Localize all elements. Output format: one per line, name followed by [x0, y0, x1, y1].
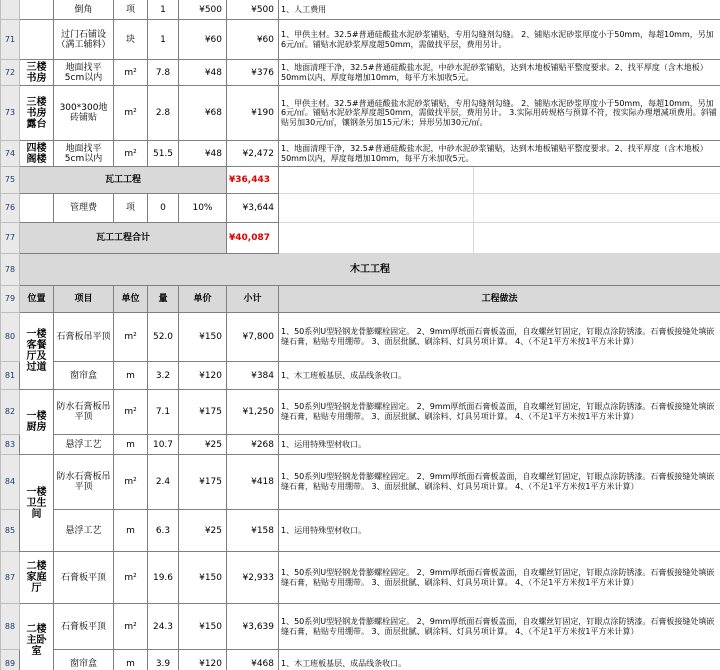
unit-cell[interactable]: m² — [114, 313, 148, 362]
unit-cell[interactable]: m² — [114, 552, 148, 604]
row-number[interactable]: 78 — [1, 254, 20, 286]
row-number[interactable]: 75 — [1, 167, 20, 194]
position-cell[interactable]: 三楼书房 — [20, 60, 54, 86]
method-cell[interactable]: 1、人工费用 — [279, 0, 720, 20]
method-cell[interactable]: 1、50系列U型轻钢龙骨膨螺栓固定。 2、9mm厚纸面石膏板盖面，自攻螺丝钉固定，钉眼点涂防锈漆。石膏板接缝处填嵌缝石膏，粘贴专用绷带。 3、面层批腻、刷涂料、灯具另项计算。 4、（不足1平方米按1平方米计算） — [279, 390, 720, 435]
item-cell[interactable]: 石膏板吊平顶 — [54, 313, 114, 362]
price-cell[interactable]: ¥60 — [179, 20, 227, 60]
row-number[interactable] — [1, 0, 20, 20]
item-cell[interactable]: 窗帘盒 — [54, 650, 114, 670]
item-cell[interactable]: 倒角 — [54, 0, 114, 20]
method-cell[interactable]: 1、50系列U型轻钢龙骨膨螺栓固定。 2、9mm厚纸面石膏板盖面，自攻螺丝钉固定，钉眼点涂防锈漆。石膏板接缝处填嵌缝石膏，粘贴专用绷带。 3、面层批腻、刷涂料、灯具另项计算。 4、（不足1平方米按1平方米计算） — [279, 455, 720, 510]
subtotal-cell[interactable]: ¥500 — [227, 0, 279, 20]
qty-cell[interactable]: 2.4 — [148, 455, 179, 510]
subtotal-cell[interactable]: ¥2,933 — [227, 552, 279, 604]
row-number[interactable]: 89 — [1, 650, 20, 670]
column-header-qty[interactable]: 量 — [148, 286, 179, 313]
section-title[interactable]: 木工工程 — [20, 254, 720, 286]
method-cell[interactable]: 1、木工班板基层、成品线条收口。 — [279, 362, 720, 390]
price-cell[interactable]: ¥120 — [179, 362, 227, 390]
table-row[interactable] — [1, 0, 720, 20]
price-cell[interactable]: ¥500 — [179, 0, 227, 20]
row-number[interactable]: 71 — [1, 20, 20, 60]
subtotal-cell[interactable]: ¥418 — [227, 455, 279, 510]
item-cell[interactable]: 管理费 — [54, 194, 114, 223]
item-cell[interactable]: 石膏板平顶 — [54, 552, 114, 604]
table-row[interactable] — [1, 435, 720, 455]
price-cell[interactable]: ¥68 — [179, 86, 227, 141]
fee-row[interactable] — [1, 194, 720, 223]
item-cell[interactable]: 过门石铺设（满工辅料） — [54, 20, 114, 60]
qty-cell[interactable]: 1 — [148, 20, 179, 60]
method-cell[interactable]: 1、地面清理干净，32.5#普通硅酸盐水泥，中砂水泥砂浆铺贴，达到木地板铺贴平整度要求。2、找平厚度（含木地板）50mm以内，厚度每增加10mm，每平方米加收5元。 — [279, 141, 720, 167]
item-cell[interactable]: 悬浮工艺 — [54, 510, 114, 552]
qty-cell[interactable]: 3.9 — [148, 650, 179, 670]
price-cell[interactable]: ¥120 — [179, 650, 227, 670]
subtotal-cell[interactable]: ¥3,639 — [227, 604, 279, 650]
method-cell[interactable]: 1、运用特殊型材收口。 — [279, 435, 720, 455]
position-cell[interactable] — [20, 194, 54, 223]
qty-cell[interactable]: 19.6 — [148, 552, 179, 604]
unit-cell[interactable]: 项 — [114, 194, 148, 223]
table-row[interactable] — [1, 141, 720, 167]
item-cell[interactable]: 石膏板平顶 — [54, 604, 114, 650]
item-cell[interactable]: 防水石膏板吊平顶 — [54, 390, 114, 435]
qty-cell[interactable]: 3.2 — [148, 362, 179, 390]
subtotal-cell[interactable]: ¥190 — [227, 86, 279, 141]
position-cell[interactable] — [20, 0, 54, 20]
position-cell[interactable]: 四楼阁楼 — [20, 141, 54, 167]
total-row[interactable] — [1, 223, 720, 254]
position-cell[interactable]: 二楼主卧室 — [20, 604, 54, 670]
subtotal-cell[interactable]: ¥468 — [227, 650, 279, 670]
price-cell[interactable]: ¥150 — [179, 604, 227, 650]
method-cell[interactable]: 1、50系列U型轻钢龙骨膨螺栓固定。 2、9mm厚纸面石膏板盖面，自攻螺丝钉固定，钉眼点涂防锈漆。石膏板接缝处填嵌缝石膏，粘贴专用绷带。 3、面层批腻、刷涂料、灯具另项计算。 4、（不足1平方米按1平方米计算） — [279, 552, 720, 604]
qty-cell[interactable]: 10.7 — [148, 435, 179, 455]
row-number[interactable]: 81 — [1, 362, 20, 390]
position-cell[interactable]: 一楼卫生间 — [20, 455, 54, 552]
qty-cell[interactable]: 52.0 — [148, 313, 179, 362]
row-number[interactable]: 73 — [1, 86, 20, 141]
table-row[interactable] — [1, 510, 720, 552]
total-value[interactable]: ¥40,087 — [227, 223, 279, 254]
table-row[interactable] — [1, 455, 720, 510]
subtotal-cell[interactable]: ¥2,472 — [227, 141, 279, 167]
price-cell[interactable]: ¥48 — [179, 141, 227, 167]
price-cell[interactable]: ¥175 — [179, 390, 227, 435]
qty-cell[interactable]: 7.1 — [148, 390, 179, 435]
price-cell[interactable]: ¥25 — [179, 510, 227, 552]
price-cell[interactable]: ¥150 — [179, 552, 227, 604]
qty-cell[interactable]: 7.8 — [148, 60, 179, 86]
unit-cell[interactable]: m² — [114, 455, 148, 510]
qty-cell[interactable]: 0 — [148, 194, 179, 223]
header-row[interactable] — [1, 286, 720, 313]
qty-cell[interactable]: 6.3 — [148, 510, 179, 552]
item-cell[interactable]: 防水石膏板吊平顶 — [54, 455, 114, 510]
method-cell[interactable]: 1、50系列U型轻钢龙骨膨螺栓固定。 2、9mm厚纸面石膏板盖面，自攻螺丝钉固定，钉眼点涂防锈漆。石膏板接缝处填嵌缝石膏，粘贴专用绷带。 3、面层批腻、刷涂料、灯具另项计算。 4、（不足1平方米按1平方米计算） — [279, 313, 720, 362]
unit-cell[interactable]: m² — [114, 390, 148, 435]
method-cell[interactable]: 1、50系列U型轻钢龙骨膨螺栓固定。 2、9mm厚纸面石膏板盖面，自攻螺丝钉固定，钉眼点涂防锈漆。石膏板接缝处填嵌缝石膏，粘贴专用绷带。 3、面层批腻、刷涂料、灯具另项计算。 4、（不足1平方米按1平方米计算） — [279, 604, 720, 650]
row-number[interactable]: 84 — [1, 455, 20, 510]
price-cell[interactable]: ¥48 — [179, 60, 227, 86]
subtotal-cell[interactable]: ¥60 — [227, 20, 279, 60]
row-number[interactable]: 82 — [1, 390, 20, 435]
method-cell[interactable]: 1、地面清理干净，32.5#普通硅酸盐水泥，中砂水泥砂浆铺贴，达到木地板铺贴平整度要求。2、找平厚度（含木地板）50mm以内，厚度每增加10mm，每平方米加收5元。 — [279, 60, 720, 86]
row-number[interactable]: 79 — [1, 286, 20, 313]
item-cell[interactable]: 地面找平5cm以内 — [54, 141, 114, 167]
total-label[interactable]: 瓦工工程合计 — [20, 223, 227, 254]
position-cell[interactable]: 二楼家庭厅 — [20, 552, 54, 604]
column-header-subtotal[interactable]: 小计 — [227, 286, 279, 313]
table-row[interactable] — [1, 60, 720, 86]
subtotal-cell[interactable]: ¥384 — [227, 362, 279, 390]
table-row[interactable] — [1, 650, 720, 670]
empty-cell[interactable] — [279, 223, 474, 254]
column-header-price[interactable]: 单价 — [179, 286, 227, 313]
subtotal-cell[interactable]: ¥7,800 — [227, 313, 279, 362]
unit-cell[interactable]: m² — [114, 86, 148, 141]
empty-cell[interactable] — [279, 167, 474, 194]
method-cell[interactable]: 1、甲供主材。32.5#普通硅酸盐水泥砂浆铺贴，专用勾缝剂勾缝。 2、铺贴水泥砂浆厚度小于50mm，每超10mm，另加6元/㎡。铺贴水泥砂浆厚度超50mm，需做找平层，费用另计。 — [279, 20, 720, 60]
item-cell[interactable]: 悬浮工艺 — [54, 435, 114, 455]
qty-cell[interactable]: 51.5 — [148, 141, 179, 167]
price-cell[interactable]: ¥175 — [179, 455, 227, 510]
unit-cell[interactable]: 块 — [114, 20, 148, 60]
row-number[interactable]: 88 — [1, 604, 20, 650]
empty-cell[interactable] — [279, 194, 474, 223]
qty-cell[interactable]: 24.3 — [148, 604, 179, 650]
price-cell[interactable]: ¥25 — [179, 435, 227, 455]
item-cell[interactable]: 300*300地砖铺贴 — [54, 86, 114, 141]
qty-cell[interactable]: 2.8 — [148, 86, 179, 141]
row-number[interactable]: 83 — [1, 435, 20, 455]
price-cell[interactable]: ¥150 — [179, 313, 227, 362]
unit-cell[interactable]: m² — [114, 604, 148, 650]
empty-cell[interactable] — [474, 167, 720, 194]
unit-cell[interactable]: m² — [114, 60, 148, 86]
subtotal-row[interactable] — [1, 167, 720, 194]
subtotal-cell[interactable]: ¥268 — [227, 435, 279, 455]
empty-cell[interactable] — [474, 223, 720, 254]
method-cell[interactable]: 1、运用特殊型材收口。 — [279, 510, 720, 552]
unit-cell[interactable]: m — [114, 362, 148, 390]
row-number[interactable]: 85 — [1, 510, 20, 552]
row-number[interactable]: 72 — [1, 60, 20, 86]
table-row[interactable] — [1, 313, 720, 362]
price-cell[interactable]: 10% — [179, 194, 227, 223]
unit-cell[interactable]: m — [114, 650, 148, 670]
row-number[interactable]: 76 — [1, 194, 20, 223]
subtotal-cell[interactable]: ¥3,644 — [227, 194, 279, 223]
subtotal-cell[interactable]: ¥376 — [227, 60, 279, 86]
section-row[interactable] — [1, 254, 720, 286]
column-header-unit[interactable]: 单位 — [114, 286, 148, 313]
unit-cell[interactable]: m — [114, 510, 148, 552]
table-row[interactable] — [1, 362, 720, 390]
row-number[interactable]: 87 — [1, 552, 20, 604]
subtotal-label[interactable]: 瓦工工程 — [20, 167, 227, 194]
column-header-method[interactable]: 工程做法 — [279, 286, 720, 313]
row-number[interactable]: 80 — [1, 313, 20, 362]
item-cell[interactable]: 地面找平5cm以内 — [54, 60, 114, 86]
subtotal-cell[interactable]: ¥158 — [227, 510, 279, 552]
row-number[interactable]: 74 — [1, 141, 20, 167]
column-header-position[interactable]: 位置 — [20, 286, 54, 313]
position-cell[interactable]: 三楼书房露台 — [20, 86, 54, 141]
table-row[interactable] — [1, 604, 720, 650]
subtotal-cell[interactable]: ¥1,250 — [227, 390, 279, 435]
item-cell[interactable]: 窗帘盒 — [54, 362, 114, 390]
unit-cell[interactable]: m² — [114, 141, 148, 167]
position-cell[interactable]: 一楼客餐厅及过道 — [20, 313, 54, 390]
unit-cell[interactable]: m — [114, 435, 148, 455]
qty-cell[interactable]: 1 — [148, 0, 179, 20]
method-cell[interactable]: 1、木工班板基层、成品线条收口。 — [279, 650, 720, 670]
table-row[interactable] — [1, 20, 720, 60]
table-row[interactable] — [1, 86, 720, 141]
table-row[interactable] — [1, 390, 720, 435]
subtotal-value[interactable]: ¥36,443 — [227, 167, 279, 194]
table-row[interactable] — [1, 552, 720, 604]
method-cell[interactable]: 1、甲供主材。32.5#普通硅酸盐水泥砂浆铺贴，专用勾缝剂勾缝。 2、铺贴水泥砂浆厚度小于50mm，每超10mm，另加6元/㎡。铺贴水泥砂浆厚度超50mm，需做找平层，费用另计。 3.实际用砖规格与预算不符，按实际办理增减项费用。斜铺贴另加30元/㎡，镶钢条另加15元/米；异形另加30元/㎡。 — [279, 86, 720, 141]
position-cell[interactable]: 一楼厨房 — [20, 390, 54, 455]
row-number[interactable]: 77 — [1, 223, 20, 254]
empty-cell[interactable] — [474, 194, 720, 223]
position-cell[interactable] — [20, 20, 54, 60]
unit-cell[interactable]: 项 — [114, 0, 148, 20]
column-header-item[interactable]: 项目 — [54, 286, 114, 313]
